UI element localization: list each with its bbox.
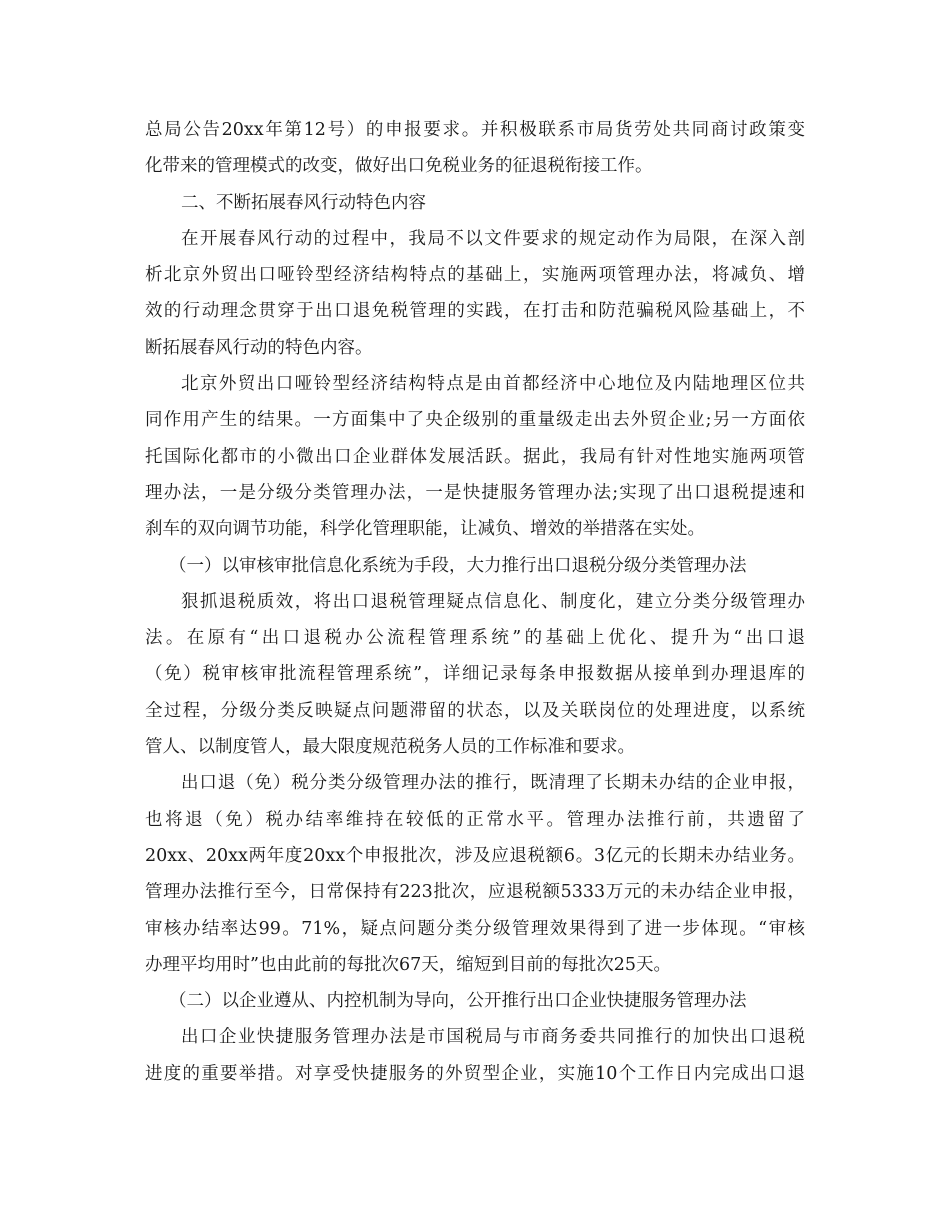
text-line: 北京外贸出口哑铃型经济结构特点是由首都经济中心地位及内陆地理区位共 [181,374,805,395]
heading-text: （二）以企业遵从、内控机制为导向，公开推行出口企业快捷服务管理办法 [169,991,747,1012]
text-line: 化带来的管理模式的改变，做好出口免税业务的征退税衔接工作。 [145,156,653,177]
text-line: 同作用产生的结果。一方面集中了央企级别的重量级走出去外贸企业;另一方面依 [145,410,805,431]
paragraph [145,765,805,983]
text-line: 托国际化都市的小微出口企业群体发展活跃。据此，我局有针对性地实施两项管 [145,446,805,467]
text-line: 出口企业快捷服务管理办法是市国税局与市商务委共同推行的加快出口退税 [181,1027,805,1048]
text-line: 效的行动理念贯穿于出口退免税管理的实践，在打击和防范骗税风险基础上，不 [145,301,805,322]
text-line: 20xx、20xx两年度20xx个申报批次，涉及应退税额6。3亿元的长期未办结业务。 [145,845,805,866]
paragraph [145,221,805,366]
paragraph [145,366,805,547]
text-line: 刹车的双向调节功能，科学化管理职能，让减负、增效的举措落在实处。 [145,519,705,540]
text-line: 法。在原有“出口退税办公流程管理系统”的基础上优化、提升为“出口退 [145,628,805,649]
text-line: 管理办法推行至今，日常保持有223批次，应退税额5333万元的未办结企业申报， [145,882,805,903]
text-line: 进度的重要举措。对享受快捷服务的外贸型企业，实施10个工作日内完成出口退 [145,1063,805,1084]
heading-text: 二、不断拓展春风行动特色内容 [181,192,426,213]
subsection-heading [145,548,805,584]
document-page [145,112,805,1092]
text-line: 在开展春风行动的过程中，我局不以文件要求的规定动作为局限，在深入剖 [181,228,805,249]
text-line: 析北京外贸出口哑铃型经济结构特点的基础上，实施两项管理办法，将减负、增 [145,265,805,286]
paragraph [145,1019,805,1092]
text-line: 全过程，分级分类反映疑点问题滞留的状态，以及关联岗位的处理进度，以系统 [145,700,805,721]
text-line: 也将退（免）税办结率维持在较低的正常水平。管理办法推行前，共遗留了 [145,809,805,830]
paragraph [145,584,805,765]
text-line: 审核办结率达99。71%，疑点问题分类分级管理效果得到了进一步体现。“审核 [145,918,805,939]
text-line: 管人、以制度管人，最大限度规范税务人员的工作标准和要求。 [145,737,635,758]
section-heading [145,185,805,221]
text-line: 总局公告20xx年第12号）的申报要求。并积极联系市局货劳处共同商讨政策变 [145,120,805,140]
heading-text: （一）以审核审批信息化系统为手段，大力推行出口退税分级分类管理办法 [169,555,747,576]
subsection-heading [145,983,805,1019]
text-line: 理办法，一是分级分类管理办法，一是快捷服务管理办法;实现了出口退税提速和 [145,482,805,503]
text-line: （免）税审核审批流程管理系统”，详细记录每条申报数据从接单到办理退库的 [145,664,805,685]
text-line: 狠抓退税质效，将出口退税管理疑点信息化、制度化，建立分类分级管理办 [181,591,805,612]
text-line: 出口退（免）税分类分级管理办法的推行，既清理了长期未办结的企业申报， [181,773,805,794]
text-line: 断拓展春风行动的特色内容。 [145,337,373,358]
text-line: 办理平均用时”也由此前的每批次67天，缩短到目前的每批次25天。 [145,954,671,975]
paragraph-continued [145,112,805,185]
